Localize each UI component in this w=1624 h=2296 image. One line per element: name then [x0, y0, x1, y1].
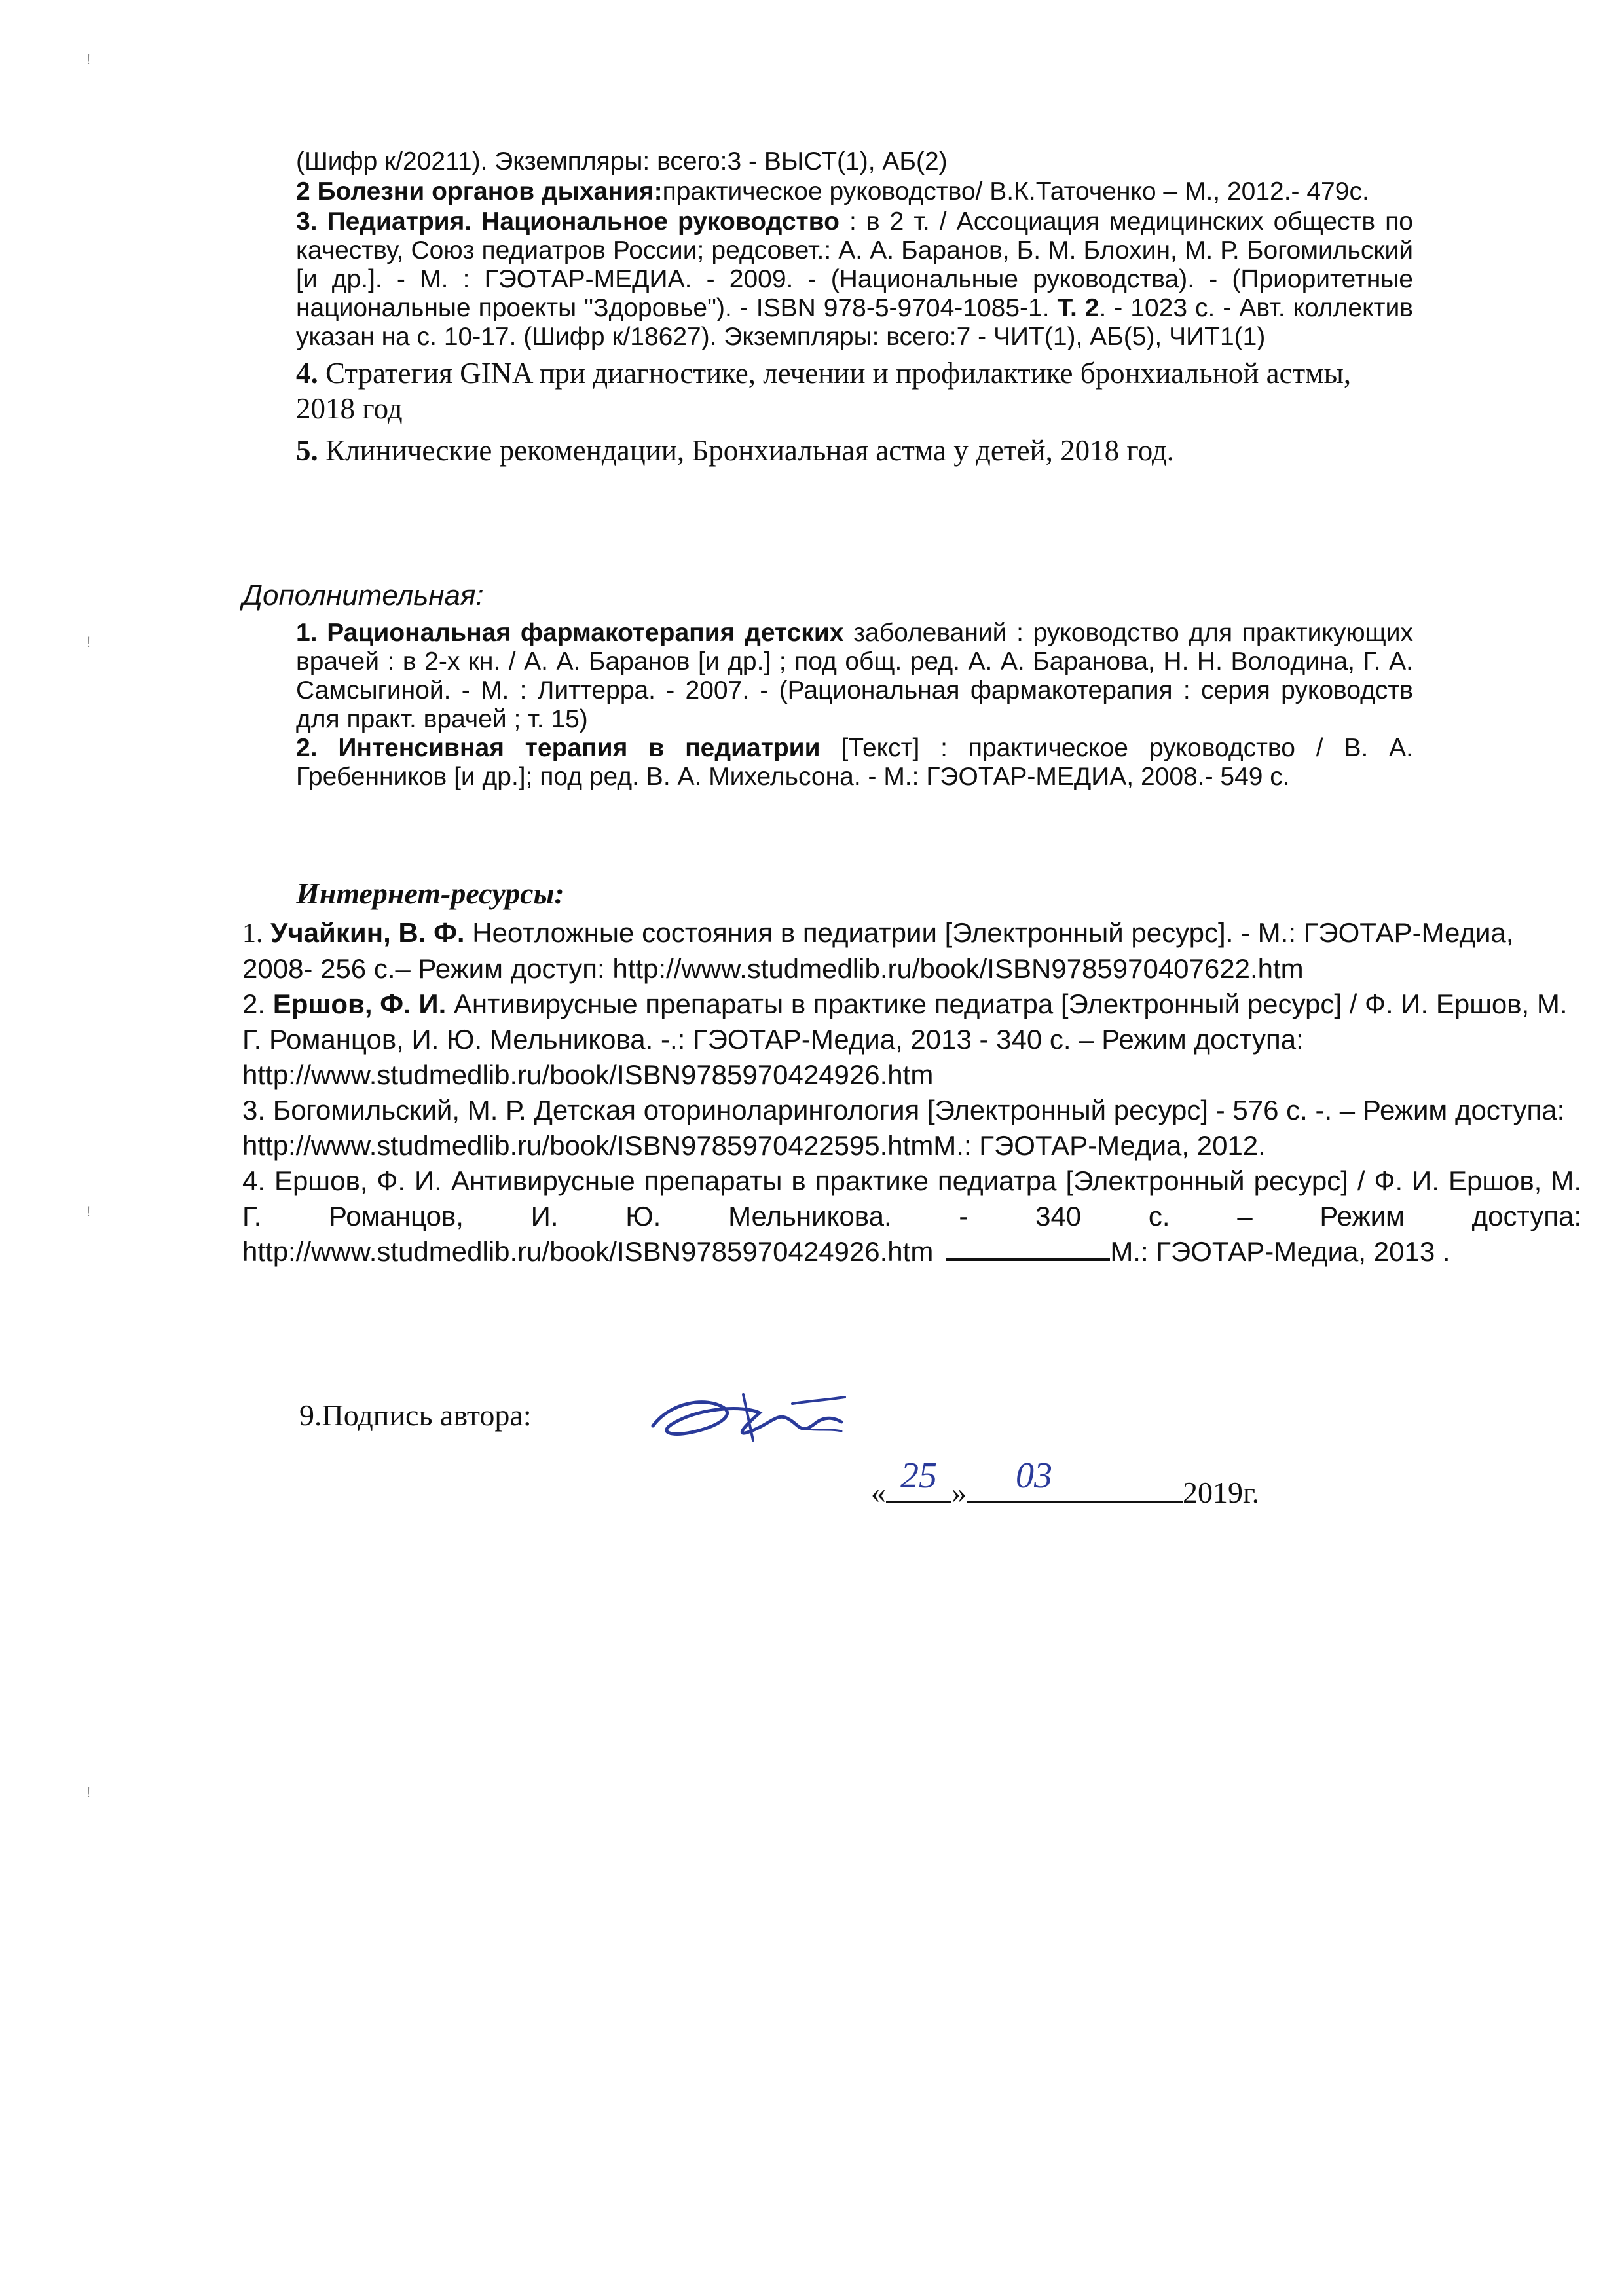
date-day-field [886, 1455, 951, 1503]
handwritten-signature [645, 1381, 861, 1470]
resource-author: Учайкин, В. Ф. [270, 917, 465, 948]
reference-title: 1. Рациональная фармакотерапия детских [296, 619, 844, 647]
resource-text: Неотложные состояния в педиатрии [Электронный ресурс]. - М.: ГЭОТАР-Медиа, 2008- 256 с.– Режим доступ: http://www.studmedlib.ru/book/ISBN9785970407622.htm [242, 917, 1514, 984]
reference-item [296, 355, 1413, 426]
section-heading-additional: Дополнительная: [242, 579, 484, 611]
page-mark: ! [86, 51, 91, 67]
reference-number: 5. [296, 434, 318, 467]
reference-number: 1. [242, 919, 263, 949]
reference-text: : в 2 т. / Ассоциация медицинских обществ по качеству, Союз педиатров России; редсовет.: А. А. Баранов, Б. М. Блохин, М. Р. Богомильский [и др.]. - М. : ГЭОТАР-МЕДИА. - 2009. - (Национальные руководства). - (Приоритетные национальные проекты "Здоровье"). - ISBN 978-5-9704-1085-1. [296, 208, 1413, 322]
reference-title: 3. Педиатрия. Национальное руководство [296, 208, 840, 236]
reference-item [296, 734, 1413, 792]
reference-title: 2 Болезни органов дыхания: [296, 177, 663, 206]
resource-text: М.: ГЭОТАР-Медиа, 2013 . [1110, 1236, 1450, 1267]
reference-number: 2. [242, 989, 273, 1019]
reference-text: [Текст] : практическое руководство / В. А. Гребенников [и др.]; под ред. В. А. Михельсона. - М.: ГЭОТАР-МЕДИА, 2008.- 549 с. [296, 734, 1413, 791]
reference-number: 4. [296, 357, 318, 390]
page-mark: ! [86, 1203, 91, 1220]
page-mark: ! [86, 1784, 91, 1800]
page-mark: ! [86, 634, 91, 650]
section-heading-internet: Интернет-ресурсы: [296, 877, 564, 910]
internet-resources-list [242, 915, 1581, 1269]
main-literature-list [296, 147, 1413, 475]
date-day-handwritten: 25 [900, 1455, 937, 1496]
resource-text: Антивирусные препараты в практике педиатра [Электронный ресурс] / Ф. И. Ершов, М. Г. Романцов, И. Ю. Мельникова. -.: ГЭОТАР-Медиа, 2013 - 340 с. – Режим доступа: http://www.studmedlib.ru/book/ISBN9785970424926.htm [242, 989, 1568, 1090]
date-open-quote: « [871, 1476, 886, 1509]
reference-text: практическое руководство/ В.К.Таточенко – М., 2012.- 479с. [662, 177, 1369, 206]
reference-title: 2. Интенсивная терапия в педиатрии [296, 734, 821, 762]
blank-underline [946, 1237, 1110, 1261]
date-month-handwritten: 03 [1016, 1455, 1052, 1496]
reference-volume: Т. 2 [1057, 294, 1099, 322]
resource-author: Ершов, Ф. И. [272, 989, 447, 1019]
date-close-quote: » [951, 1476, 967, 1509]
reference-item [296, 177, 1413, 206]
reference-item [296, 208, 1413, 352]
reference-text: Клинические рекомендации, Бронхиальная астма у детей, 2018 год. [318, 434, 1175, 467]
reference-text: . - 1023 с. - Авт. коллектив указан на с. 10-17. (Шифр к/18627). Экземпляры: всего:7 - ЧИТ(1), АБ(5), ЧИТ1(1) [296, 294, 1413, 351]
signature-date [871, 1455, 1260, 1510]
date-year: 2019г. [1183, 1476, 1260, 1509]
reference-text: Стратегия GINA при диагностике, лечении и профилактике бронхиальной астмы, 2018 год [296, 357, 1352, 425]
resource-text: 3. Богомильский, М. Р. Детская оториноларингология [Электронный ресурс] - 576 с. -. – Режим доступа: http://www.studmedlib.ru/book/ISBN9785970422595.htmM.: ГЭОТАР-Медиа, 2012. [242, 1095, 1565, 1161]
resource-text: 4. Ершов, Ф. И. Антивирусные препараты в практике педиатра [Электронный ресурс] / Ф. И. Ершов, М. Г. Романцов, И. Ю. Мельникова. - 340 с. – Режим доступа: http://www.studmedlib.ru/book/ISBN9785970424926.htm [242, 1165, 1581, 1267]
reference-item [296, 433, 1413, 468]
reference-text: (Шифр к/20211). Экземпляры: всего:3 - ВЫСТ(1), АБ(2) [296, 147, 948, 175]
resource-item [242, 915, 1581, 987]
resource-item [242, 1093, 1581, 1163]
reference-text: заболеваний : руководство для практикующих врачей : в 2-х кн. / А. А. Баранов [и др.] ; под общ. ред. А. А. Баранова, Н. Н. Володина, Г. А. Самсыгиной. - М. : Литтерра. - 2007. - (Рациональная фармакотерапия : серия руководств для практ. врачей ; т. 15) [296, 619, 1414, 733]
additional-literature-list [296, 619, 1413, 792]
resource-item [242, 1163, 1581, 1269]
date-month-field [967, 1455, 1183, 1503]
reference-item [296, 619, 1413, 734]
signature-label: 9.Подпись автора: [299, 1398, 532, 1432]
resource-item [242, 987, 1581, 1093]
reference-item [296, 147, 1413, 176]
